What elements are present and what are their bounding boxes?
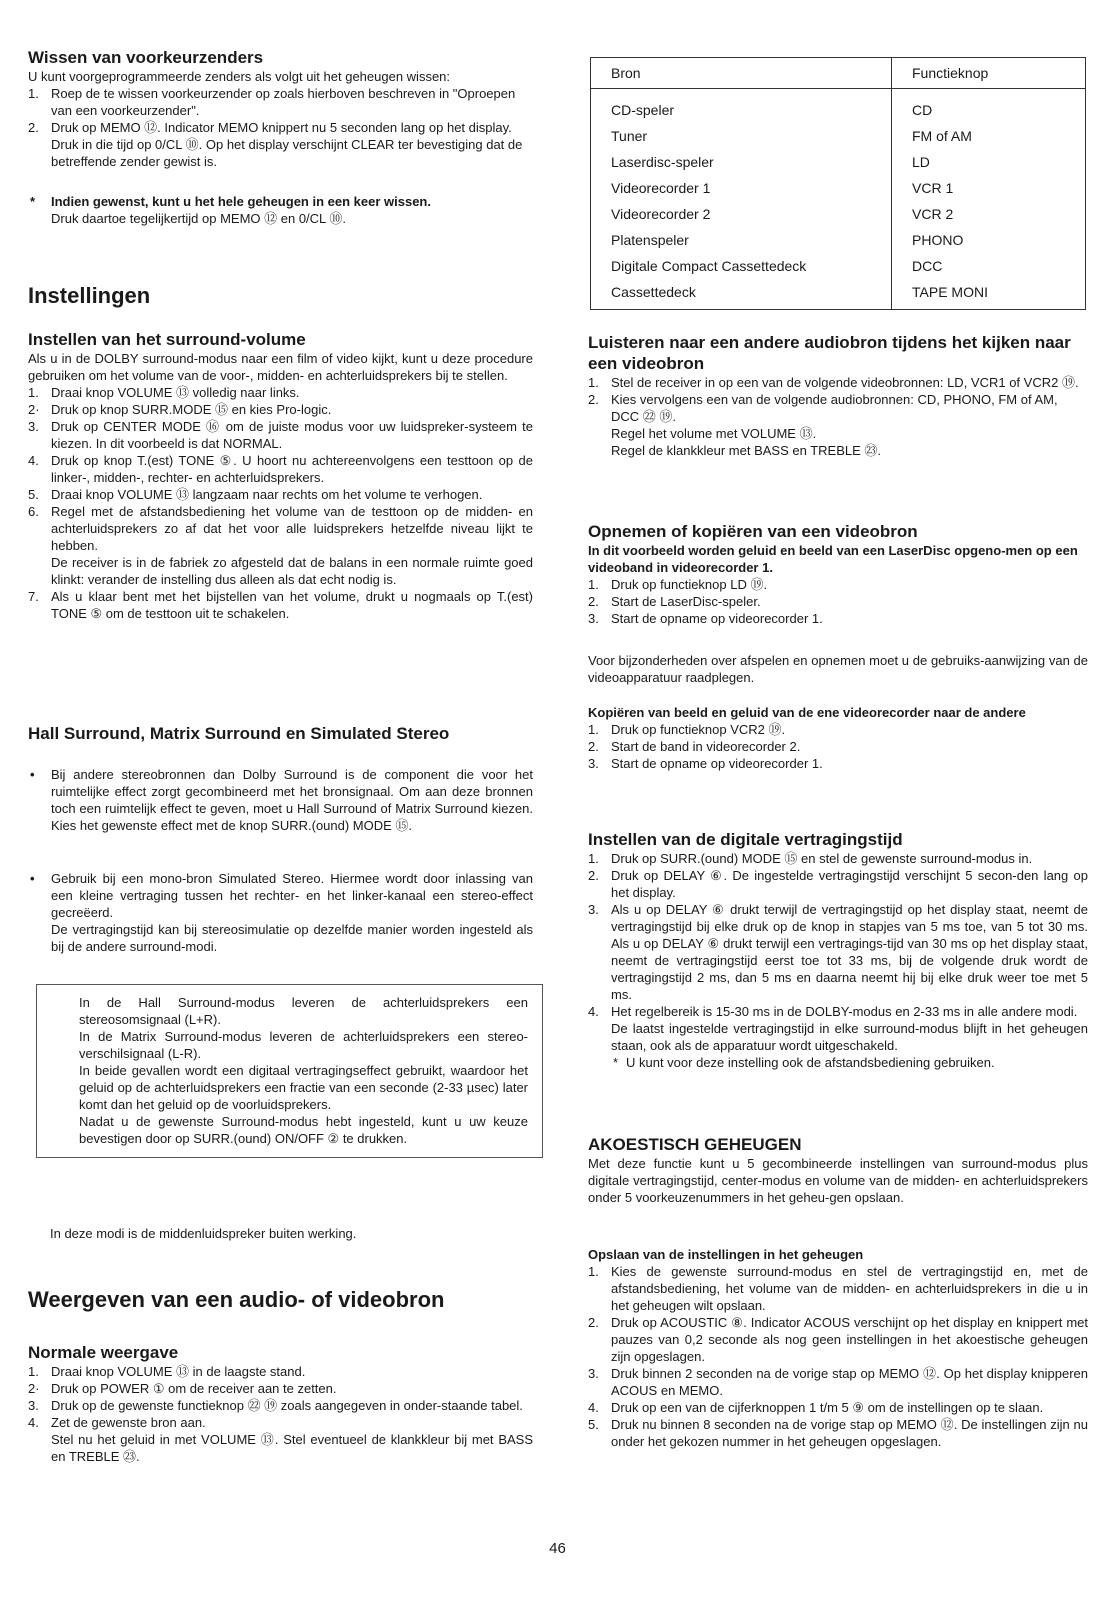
akoestisch-title: AKOESTISCH GEHEUGEN — [588, 1135, 802, 1154]
list-item: 1. Draai knop VOLUME ⑬ in de laagste stand. — [28, 1364, 306, 1379]
list-item: 5. Draai knop VOLUME ⑬ langzaam naar rechts om het volume te verhogen. — [28, 487, 483, 502]
hall-bullet-2-text: Gebruik bij een mono-bron Simulated Stereo. Hiermee wordt door inlassing van een kleine vertraging tussen het rechter- en het linker-kanaal een stereo-effect gecreëerd. — [51, 871, 533, 920]
table-cell: Cassettedeck — [591, 279, 892, 309]
normale-weergave-title: Normale weergave — [28, 1343, 179, 1362]
box-paragraph: In de Matrix Surround-modus leveren de achterluidsprekers een stereo-verschilsignaal (L-R). — [79, 1029, 528, 1061]
wissen-intro: U kunt voorgeprogrammeerde zenders als volgt uit het geheugen wissen: — [28, 69, 451, 84]
table-row — [591, 201, 1085, 227]
table-row — [591, 175, 1085, 201]
wissen-note-text: Druk daartoe tegelijkertijd op MEMO ⑫ en 0/CL ⑩. — [51, 211, 347, 226]
table-row — [591, 149, 1085, 175]
table-cell: CD — [912, 102, 933, 118]
list-item: 4. Zet de gewenste bron aan. — [28, 1415, 206, 1430]
wissen-list — [28, 85, 533, 170]
luisteren-title: Luisteren naar een andere audiobron tijdens het kijken naar een videobron — [588, 333, 1071, 373]
list-item: 2. Start de LaserDisc-speler. — [588, 594, 761, 609]
list-item: 3. Druk op CENTER MODE ⑯ om de juiste modus voor uw luidspreker-systeem te kiezen. In dit voorbeeld is dat NORMAL. — [28, 419, 533, 451]
hall-bullet-2: • Gebruik bij een mono-bron Simulated Stereo. Hiermee wordt door inlassing van een kleine vertraging tussen het rechter- en het linker-kanaal een stereo-effect gecreëerd. De vertragingstijd kan bij stereosimulatie op dezelfde manier worden ingesteld als bij de andere surround-modi. — [30, 871, 533, 954]
list-item: 2· Druk op POWER ① om de receiver aan te zetten. — [28, 1381, 337, 1396]
list-item: 4. Druk op knop T.(est) TONE ⑤. U hoort nu achtereenvolgens een testtoon op de linker-, midden-, rechter- en achterluidsprekers. — [28, 453, 533, 485]
list-item: 3. Start de opname op videorecorder 1. — [588, 611, 823, 626]
akoestisch-intro: Met deze functie kunt u 5 gecombineerde instellingen van surround-modus plus digitale vertragingstijd, center-modus en volume van de midden- en achterluidsprekers onder 5 voorkeuzenummers in het geheu-gen opslaan. — [588, 1156, 1088, 1205]
list-item: 3. Als u op DELAY ⑥ drukt terwijl de vertragingstijd op het display staat, neemt de vertragingstijd bij elke druk op de knop in stapjes van 5 ms toe, van 5 tot 30 ms. Als u op DELAY ⑥ drukt terwijl een vertragings-tijd van 30 ms op het display staat, neemt de vertragingstijd eerst toe tot 33 ms, bij de volgende druk wordt de vertragingstijd 2 ms, dan 5 ms en daarna neemt hij bij elke druk weer toe met 5 ms. — [588, 902, 1088, 1002]
opnemen-lead: In dit voorbeeld worden geluid en beeld van een LaserDisc opgeno-men op een videoband in videorecorder 1. — [588, 543, 1078, 575]
section-wissen — [28, 47, 533, 170]
table-cell: VCR 1 — [912, 180, 954, 196]
after-box — [50, 1225, 533, 1242]
list-item: De receiver is in de fabriek zo afgesteld dat de balans in een normale ruimte goed klinkt: verander de instelling dus alleen als dat echt nodig is. — [51, 555, 533, 587]
section-opslaan — [588, 1246, 1088, 1450]
table-header-bron: Bron — [591, 58, 892, 89]
page-number: 46 — [549, 1540, 566, 1557]
kopieren-title: Kopiëren van beeld en geluid van de ene videorecorder naar de andere — [588, 705, 1026, 720]
delay-title: Instellen van de digitale vertragingstijd — [588, 830, 903, 849]
list-item: 7. Als u klaar bent met het bijstellen van het volume, drukt u nogmaals op T.(est) TONE ⑤ om de testtoon uit te schakelen. — [28, 589, 533, 621]
list-item: 1. Druk op functieknop LD ⑲. — [588, 577, 768, 592]
list-item: 2. Kies vervolgens een van de volgende audiobronnen: CD, PHONO, FM of AM, DCC ㉒ ⑲. — [588, 392, 1058, 424]
info-box — [36, 984, 543, 1158]
list-item: 1. Kies de gewenste surround-modus en stel de vertragingstijd en, met de afstandsbediening, het volume van de midden- en achterluidsprekers in die u in het geheugen wilt opslaan. — [588, 1264, 1088, 1313]
list-item: Regel het volume met VOLUME ⑬. — [611, 426, 817, 441]
list-item: 2· Druk op knop SURR.MODE ⑮ en kies Pro-logic. — [28, 402, 332, 417]
weergave-list — [28, 1363, 533, 1465]
table-row — [591, 123, 1085, 149]
table-row — [591, 253, 1085, 279]
list-item: 2. Druk op MEMO ⑫. Indicator MEMO knippert nu 5 seconden lang op het display. Druk in die tijd op 0/CL ⑩. Op het display verschijnt CLEAR ter bevestiging dat de betreffende zender gewist is. — [28, 120, 523, 169]
list-item: De laatst ingestelde vertragingstijd in elke surround-modus blijft in het geheugen staan, ook als de apparatuur wordt uitgeschakeld. — [611, 1021, 1088, 1053]
hall-bullet-1-text: Bij andere stereobronnen dan Dolby Surround is de component die voor het ruimtelijke effect zorgt gecombineerd met het bronsignaal. Om aan deze bronnen toch een ruimtelijk effect te geven, moet u Hall Surround of Matrix Surround kiezen. Kies het gewenste effect met de knop SURR.(ound) MODE ⑮. — [51, 767, 533, 833]
table-cell: TAPE MONI — [912, 284, 988, 300]
table-cell: Digitale Compact Cassettedeck — [591, 253, 892, 279]
table-cell: DCC — [912, 258, 943, 274]
opslaan-title: Opslaan van de instellingen in het geheugen — [588, 1247, 864, 1262]
wissen-note-bold: Indien gewenst, kunt u het hele geheugen in een keer wissen. — [51, 194, 431, 209]
list-item: Stel nu het geluid in met VOLUME ⑬. Stel eventueel de klankkleur bij met BASS en TREBLE ㉓. — [51, 1432, 533, 1464]
list-item: 5. Druk nu binnen 8 seconden na de vorige stap op MEMO ⑫. De instellingen zijn nu onder het gekozen nummer in het geheugen opgeslagen. — [588, 1417, 1088, 1449]
section-luisteren — [588, 332, 1088, 459]
list-item: * U kunt voor deze instelling ook de afstandsbediening gebruiken. — [613, 1055, 995, 1070]
box-paragraph: In beide gevallen wordt een digitaal vertragingseffect gebruikt, waardoor het geluid op de achterluidsprekers een fractie van een seconde (2-33 µsec) later komt dan het geluid op de voorluidsprekers. — [79, 1063, 528, 1112]
section-hall — [28, 723, 533, 744]
table-header-functieknop: Functieknop — [892, 58, 1086, 89]
list-item: 1. Stel de receiver in op een van de volgende videobronnen: LD, VCR1 of VCR2 ⑲. — [588, 375, 1079, 390]
list-item: 4. Druk op een van de cijferknoppen 1 t/m 5 ⑨ om de instellingen op te slaan. — [588, 1400, 1044, 1415]
list-item: 1. Draai knop VOLUME ⑬ volledig naar links. — [28, 385, 300, 400]
table-cell: PHONO — [912, 232, 964, 248]
box-paragraph: In de Hall Surround-modus leveren de achterluidsprekers een stereosomsignaal (L+R). — [79, 995, 528, 1027]
list-item: Regel de klankkleur met BASS en TREBLE ㉓. — [611, 443, 881, 458]
list-item: 4. Het regelbereik is 15-30 ms in de DOLBY-modus en 2-33 ms in alle andere modi. — [588, 1004, 1078, 1019]
table-cell: CD-speler — [591, 89, 892, 124]
wissen-title: Wissen van voorkeurzenders — [28, 48, 264, 67]
box-paragraph: Nadat u de gewenste Surround-modus hebt ingesteld, kunt u uw keuze bevestigen door op SURR.(ound) ON/OFF ② te drukken. — [79, 1114, 528, 1146]
list-item: 2. Druk op DELAY ⑥. De ingestelde vertragingstijd verschijnt 5 secon-den lang op het display. — [588, 868, 1088, 900]
list-item: 2. Start de band in videorecorder 2. — [588, 739, 801, 754]
after-box-text: In deze modi is de middenluidspreker buiten werking. — [50, 1226, 357, 1241]
surround-title: Instellen van het surround-volume — [28, 330, 306, 349]
list-item: 1. Roep de te wissen voorkeurzender op zoals hierboven beschreven in "Oproepen van een voorkeurzender". — [28, 86, 516, 118]
table-cell: Tuner — [591, 123, 892, 149]
opnemen-list — [588, 576, 1088, 627]
list-item: 3. Druk binnen 2 seconden na de vorige stap op MEMO ⑫. Op het display knipperen ACOUS en MEMO. — [588, 1366, 1088, 1398]
kopieren-list — [588, 721, 1088, 772]
surround-intro: Als u in de DOLBY surround-modus naar een film of video kijkt, kunt u deze procedure gebruiken om het volume van de voor-, midden- en achterluidsprekers bij te stellen. — [28, 351, 533, 383]
weergeven-title: Weergeven van een audio- of videobron — [28, 1287, 445, 1312]
list-item: 3. Druk op de gewenste functieknop ㉒ ⑲ zoals aangegeven in onder-staande tabel. — [28, 1398, 523, 1413]
hall-bullet-2b-text: De vertragingstijd kan bij stereosimulatie op dezelfde manier worden ingesteld als bij de andere surround-modi. — [51, 922, 533, 954]
hall-title: Hall Surround, Matrix Surround en Simulated Stereo — [28, 724, 450, 743]
table-cell: VCR 2 — [912, 206, 954, 222]
opnemen-para-text: Voor bijzonderheden over afspelen en opnemen moet u de gebruiks-aanwijzing van de videoapparatuur raadplegen. — [588, 653, 1088, 685]
section-delay — [588, 829, 1088, 1071]
section-surround-volume — [28, 329, 533, 622]
table-header-row — [591, 58, 1085, 89]
list-item: 1. Druk op SURR.(ound) MODE ⑮ en stel de gewenste surround-modus in. — [588, 851, 1033, 866]
section-opnemen — [588, 521, 1088, 627]
opnemen-para — [588, 652, 1088, 686]
opnemen-title: Opnemen of kopiëren van een videobron — [588, 522, 918, 541]
section-instellingen — [28, 283, 533, 309]
table-cell: Videorecorder 1 — [591, 175, 892, 201]
table-row — [591, 279, 1085, 309]
table-cell: FM of AM — [912, 128, 972, 144]
section-weergeven — [28, 1287, 533, 1313]
section-akoestisch — [588, 1134, 1088, 1206]
list-item: 2. Druk op ACOUSTIC ⑧. Indicator ACOUS verschijnt op het display en knippert met pauzes van 0,2 seconde als nog geen instellingen in het akoestische geheugen zijn opgeslagen. — [588, 1315, 1088, 1364]
luisteren-list — [588, 374, 1088, 459]
wissen-note: * Indien gewenst, kunt u het hele geheugen in een keer wissen. Druk daartoe tegelijkertijd op MEMO ⑫ en 0/CL ⑩. — [28, 193, 533, 227]
list-item: 3. Start de opname op videorecorder 1. — [588, 756, 823, 771]
hall-bullet-1: • Bij andere stereobronnen dan Dolby Surround is de component die voor het ruimtelijke effect zorgt gecombineerd met het bronsignaal. Om aan deze bronnen toch een ruimtelijk effect te geven, moet u Hall Surround of Matrix Surround kiezen. Kies het gewenste effect met de knop SURR.(ound) MODE ⑮. — [30, 767, 533, 833]
section-normale-weergave — [28, 1342, 533, 1465]
instellingen-title: Instellingen — [28, 283, 151, 308]
table-cell: LD — [912, 154, 930, 170]
surround-list — [28, 384, 533, 622]
section-kopieren — [588, 704, 1088, 772]
source-table — [590, 57, 1086, 310]
table-cell: Laserdisc-speler — [591, 149, 892, 175]
delay-list — [588, 850, 1088, 1071]
table-cell: Videorecorder 2 — [591, 201, 892, 227]
table-cell: Platenspeler — [591, 227, 892, 253]
list-item: 1. Druk op functieknop VCR2 ⑲. — [588, 722, 786, 737]
opslaan-list — [588, 1263, 1088, 1450]
table-row — [591, 89, 1085, 124]
table-row — [591, 227, 1085, 253]
list-item: 6. Regel met de afstandsbediening het volume van de testtoon op de midden- en achterluidsprekers zo af dat het voor alle luidsprekers hetzelfde niveau lijkt te hebben. — [28, 504, 533, 553]
